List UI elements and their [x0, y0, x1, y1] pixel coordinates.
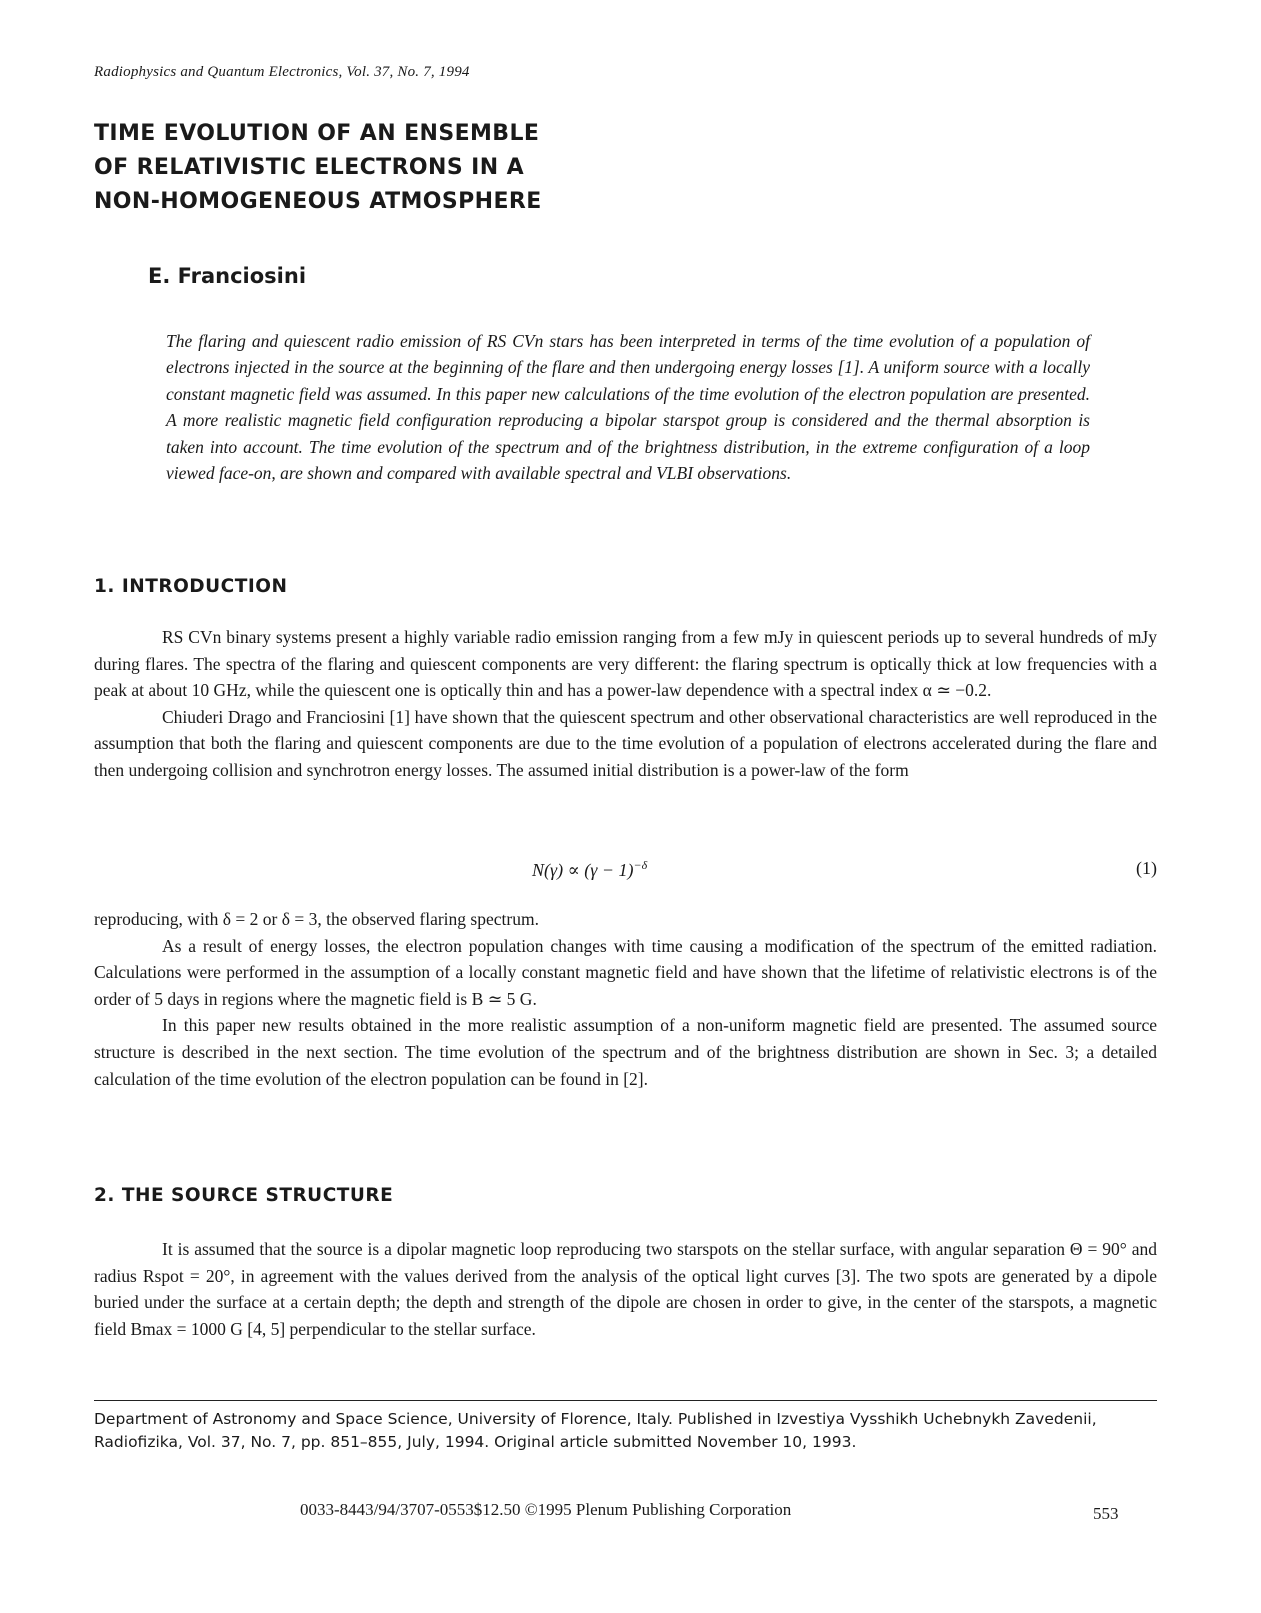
- title-line: NON-HOMOGENEOUS ATMOSPHERE: [94, 189, 542, 214]
- copyright-line: 0033-8443/94/3707-0553$12.50 ©1995 Plenum Publishing Corporation: [300, 1500, 792, 1519]
- introduction-body-top: [94, 624, 1157, 784]
- section-heading-introduction: 1. INTRODUCTION: [94, 576, 288, 597]
- title-line: OF RELATIVISTIC ELECTRONS IN A: [94, 155, 525, 180]
- paragraph: reproducing, with δ = 2 or δ = 3, the observed flaring spectrum.: [94, 909, 539, 929]
- introduction-body-bottom: [94, 906, 1157, 1092]
- paragraph: In this paper new results obtained in the more realistic assumption of a non-uniform magnetic field are presented. The assumed source structure is described in the next section. The time evolution of the spectrum and of the brightness distribution are shown in Sec. 3; a detailed calculation of the time evolution of the electron population can be found in [2].: [94, 1015, 1157, 1089]
- footnote: Department of Astronomy and Space Science, University of Florence, Italy. Published in Izvestiya Vysshikh Uchebnykh Zavedenii, Radiofizika, Vol. 37, No. 7, pp. 851–855, July, 1994. Original article submitted November 10, 1993.: [94, 1410, 1097, 1451]
- section-heading-source-structure: 2. THE SOURCE STRUCTURE: [94, 1185, 394, 1206]
- paragraph: It is assumed that the source is a dipolar magnetic loop reproducing two starspots on the stellar surface, with angular separation Θ = 90° and radius Rspot = 20°, in agreement with the values derived from the analysis of the optical light curves [3]. The two spots are generated by a dipole buried under the surface at a certain depth; the depth and strength of the dipole are chosen in order to give, in the center of the starspots, a magnetic field Bmax = 1000 G [4, 5] perpendicular to the stellar surface.: [94, 1239, 1157, 1339]
- paragraph: Chiuderi Drago and Franciosini [1] have shown that the quiescent spectrum and other observational characteristics are well reproduced in the assumption that both the flaring and quiescent components are due to the time evolution of a population of electrons accelerated during the flare and then undergoing collision and synchrotron energy losses. The assumed initial distribution is a power-law of the form: [94, 706, 1157, 780]
- footnote-divider: [94, 1400, 1157, 1401]
- equation-expression: [532, 858, 647, 881]
- abstract: The flaring and quiescent radio emission of RS CVn stars has been interpreted in terms of the time evolution of a population of electrons injected in the source at the beginning of the flare and then undergoing energy losses [1]. A uniform source with a locally constant magnetic field was assumed. In this paper new calculations of the time evolution of the electron population are presented. A more realistic magnetic field configuration reproducing a bipolar starspot group is considered and the thermal absorption is taken into account. The time evolution of the spectrum and of the brightness distribution, in the extreme configuration of a loop viewed face-on, are shown and compared with available spectral and VLBI observations.: [166, 331, 1090, 484]
- paragraph: RS CVn binary systems present a highly variable radio emission ranging from a few mJy in quiescent periods up to several hundreds of mJy during flares. The spectra of the flaring and quiescent components are very different: the flaring spectrum is optically thick at low frequencies with a peak at about 10 GHz, while the quiescent one is optically thin and has a power-law dependence with a spectral index α ≃ −0.2.: [94, 627, 1157, 701]
- equation-exponent: −δ: [633, 858, 648, 872]
- paragraph: As a result of energy losses, the electron population changes with time causing a modification of the spectrum of the emitted radiation. Calculations were performed in the assumption of a locally constant magnetic field and have shown that the lifetime of relativistic electrons is of the order of 5 days in regions where the magnetic field is B ≃ 5 G.: [94, 935, 1157, 1009]
- article-title: [94, 117, 794, 219]
- equation-lhs: N(γ) ∝ (γ − 1): [532, 860, 634, 880]
- journal-citation: Radiophysics and Quantum Electronics, Vol. 37, No. 7, 1994: [94, 64, 470, 80]
- title-line: TIME EVOLUTION OF AN ENSEMBLE: [94, 121, 540, 146]
- equation-1: [94, 858, 1157, 888]
- author-name: E. Franciosini: [148, 264, 307, 288]
- equation-number: (1): [1136, 858, 1157, 878]
- source-structure-body: [94, 1236, 1157, 1342]
- page-number: 553: [1093, 1504, 1119, 1523]
